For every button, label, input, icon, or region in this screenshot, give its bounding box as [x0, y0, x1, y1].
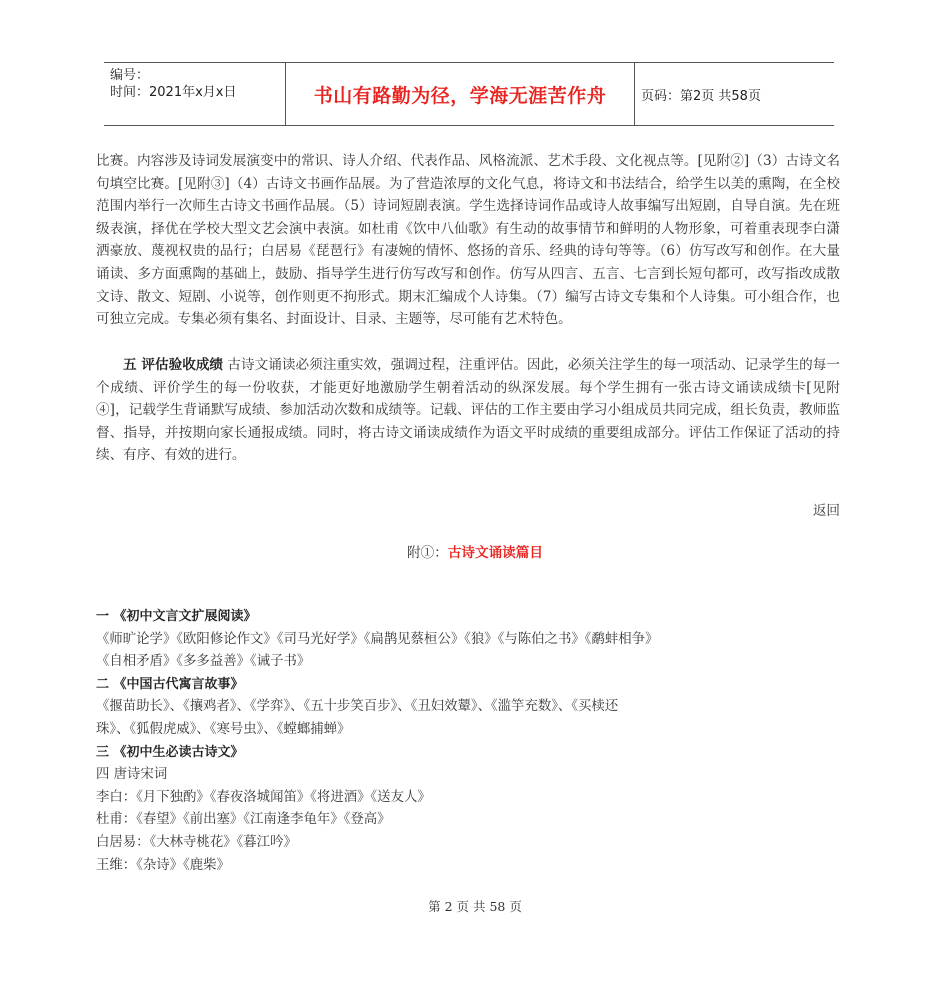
appendix-list-line: 李白：《月下独酌》《春夜洛城闻笛》《将进酒》《送友人》: [96, 789, 431, 805]
code-label: 编号：: [110, 68, 150, 83]
appendix-list-line: 四 唐诗宋词: [96, 767, 168, 783]
appendix-section-heading: 二 《中国古代寓言故事》: [96, 676, 244, 692]
appendix-list-line: 杜甫：《春望》《前出塞》《江南逢李龟年》《登高》: [96, 812, 391, 828]
appendix-list-line: 珠》、《狐假虎威》、《寒号虫》、《螳螂捕蝉》: [96, 721, 351, 737]
header-meta: [104, 63, 286, 125]
page-footer: 第 2 页 共 58 页: [428, 899, 522, 914]
time-label: 时间：2021年x月x日: [110, 85, 237, 100]
appendix-list: [96, 606, 840, 877]
header-page-number: 页码：第2页 共58页: [641, 88, 761, 104]
paragraph-text: 古诗文诵读必须注重实效，强调过程，注重评估。因此，必须关注学生的每一项活动、记录学生的每一个成绩、评价学生的每一份收获，才能更好地激励学生朝着活动的纵深发展。每个学生拥有一张古诗文诵读成绩卡[见附④]，记载学生背诵默写成绩、参加活动次数和成绩等。记载、评估的工作主要由学习小组成员共同完成，组长负责，教师监督、指导，并按期向家长通报成绩。同时，将古诗文诵读成绩作为语文平时成绩的重要组成部分。评估工作保证了活动的持续、有序、有效的进行。: [96, 357, 841, 464]
appendix-list-line: 《自相矛盾》《多多益善》《诫子书》: [96, 654, 311, 670]
appendix-section-heading: 三 《初中生必读古诗文》: [96, 744, 244, 760]
appendix-list-line: 白居易：《大林寺桃花》《暮江吟》: [96, 834, 297, 850]
appendix-title: [0, 541, 950, 561]
paragraph-heading: 五 评估验收成绩: [123, 357, 224, 373]
appendix-heading: 古诗文诵读篇目: [447, 545, 543, 561]
appendix-list-line: 王维：《杂诗》《鹿柴》: [96, 857, 230, 873]
back-link[interactable]: 返回: [812, 503, 840, 519]
appendix-prefix: 附①：: [407, 545, 448, 561]
appendix-list-line: 《师旷论学》《欧阳修论作文》《司马光好学》《扁鹊见蔡桓公》《狼》《与陈伯之书》《鹬蚌相争》: [96, 631, 659, 647]
body-paragraph-2: [96, 354, 840, 467]
header-table: [104, 62, 834, 126]
body-paragraph-1: 比赛。内容涉及诗词发展演变中的常识、诗人介绍、代表作品、风格流派、艺术手段、文化视点等。[见附②]（3）古诗文名句填空比赛。[见附③]（4）古诗文书画作品展。为了营造浓厚的文化气息，将诗文和书法结合，给学生以美的熏陶，在全校范围内举行一次师生古诗文书画作品展。（5）诗词短剧表演。学生选择诗词作品或诗人故事编写出短剧，自导自演。先在班级表演，择优在学校大型文艺会演中表演。如杜甫《饮中八仙歌》有生动的故事情节和鲜明的人物形象，可着重表现李白潇洒豪放、蔑视权贵的品行；白居易《琵琶行》有凄婉的情怀、悠扬的音乐、经典的诗句等等。（6）仿写改写和创作。在大量诵读、多方面熏陶的基础上，鼓励、指导学生进行仿写改写和创作。仿写从四言、五言、七言到长短句都可，改写指改成散文诗、散文、短剧、小说等，创作则更不拘形式。期末汇编成个人诗集。（7）编写古诗文专集和个人诗集。可小组合作，也可独立完成。专集必须有集名、封面设计、目录、主题等，尽可能有艺术特色。: [96, 153, 840, 328]
header-motto: 书山有路勤为径，学海无涯苦作舟: [286, 63, 635, 125]
appendix-list-line: 《揠苗助长》、《攘鸡者》、《学弈》、《五十步笑百步》、《丑妇效颦》、《滥竽充数》、《买椟还: [96, 699, 619, 715]
appendix-section-heading: 一 《初中文言文扩展阅读》: [96, 609, 257, 624]
